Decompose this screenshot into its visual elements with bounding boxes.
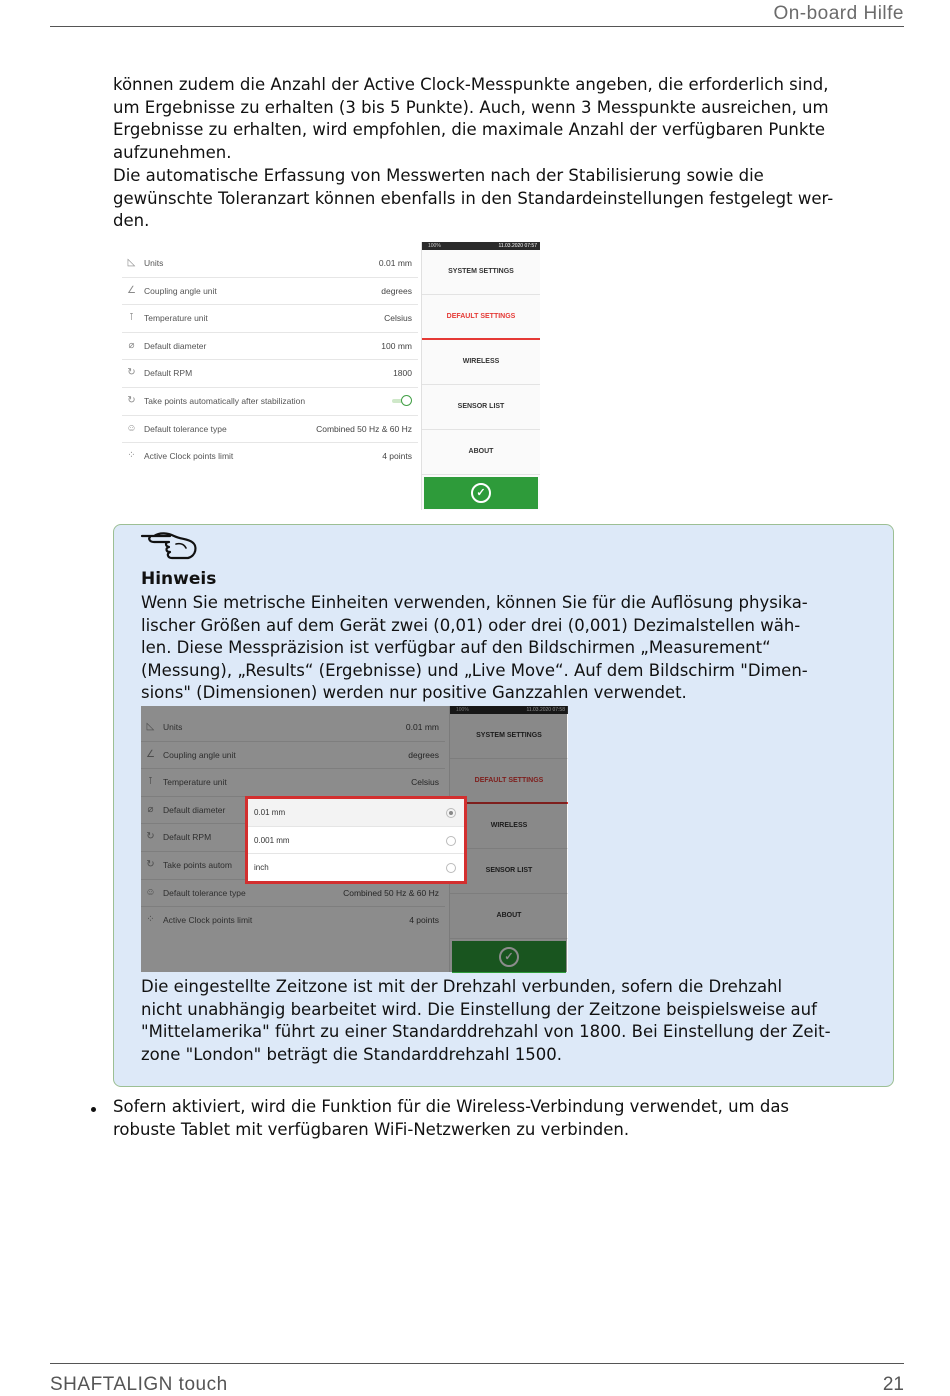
settings-label: Default RPM [144,368,193,379]
footer-product-name: SHAFTALIGN touch [50,1374,228,1395]
default-settings-screenshot [122,242,540,510]
settings-menu [421,242,540,510]
settings-label: Default RPM [163,832,212,843]
settings-label: Coupling angle unit [163,749,236,760]
battery-level: 100% [456,707,469,713]
text-line: (Messung), „Results“ (Ergebnisse) und „Live Move“. Auf dem Bildschirm "Dimen- [141,660,808,680]
battery-level: 100% [428,243,441,249]
text-line: aufzunehmen. [113,142,232,162]
settings-value: Combined 50 Hz & 60 Hz [343,887,439,898]
angle-icon: ∠ [146,748,155,760]
unit-option-label: inch [254,863,269,873]
settings-row-rpm [122,360,418,388]
text-line: nicht unabhängig bearbeitet wird. Die Einstellung der Zeitzone beispielsweise auf [141,999,817,1019]
text-line: robuste Tablet mit verfügbaren WiFi-Netzwerken zu verbinden. [113,1119,630,1139]
settings-label: Active Clock points limit [163,915,253,926]
rpm-icon: ↻ [146,831,155,843]
status-date: 11.03.2020 [526,707,552,713]
active-clock-icon: ⁘ [146,914,155,926]
settings-value: 0.01 mm [405,722,439,732]
text-line: Die eingestellte Zeitzone ist mit der Drehzahl verbunden, sofern die Drehzahl [141,977,783,996]
text-line: zone "London" beträgt die Standarddrehzahl 1500. [141,1044,563,1064]
angle-icon: ∠ [127,284,136,296]
settings-label: Default diameter [144,340,207,351]
checkmark-icon: ✓ [471,483,491,503]
settings-list [122,250,418,470]
settings-row-active-clock [122,443,418,470]
settings-label: Default tolerance type [163,887,246,898]
status-clock: 07:58 [552,707,565,713]
settings-row-units [122,250,418,278]
settings-value: 4 points [382,451,412,462]
menu-sensor-list: SENSOR LIST [450,849,568,894]
settings-value: Combined 50 Hz & 60 Hz [316,423,412,434]
second-paragraph [113,165,888,233]
text-line: len. Diese Messpräzision ist verfügbar auf den Bildschirmen „Measurement“ [141,638,771,658]
status-bar [422,242,540,250]
pointing-hand-icon [140,530,200,562]
units-icon: ◺ [127,257,136,268]
unit-option [248,799,464,827]
settings-value: degrees [381,285,412,296]
settings-label: Default diameter [163,804,226,815]
header-title: On-board Hilfe [773,3,904,24]
status-clock: 07:57 [524,243,537,249]
header-rule [50,26,904,27]
radio-selected-icon [446,808,456,818]
settings-label: Take points autom [163,859,232,870]
tolerance-icon: ☺ [126,422,137,434]
confirm-button [424,477,538,509]
text-line: Wenn Sie metrische Einheiten verwenden, können Sie für die Auflösung physika- [141,593,808,612]
menu-default-settings: DEFAULT SETTINGS [422,295,540,340]
settings-row-tolerance [122,416,418,444]
units-popup-screenshot [141,706,567,972]
intro-paragraph [113,74,888,164]
settings-label: Coupling angle unit [144,285,217,296]
units-icon: ◺ [146,721,155,732]
settings-value: degrees [408,749,439,760]
menu-wireless: WIRELESS [422,340,540,385]
thermometer-icon: ⊺ [128,312,135,324]
settings-label: Temperature unit [144,313,208,324]
settings-row-diameter [122,333,418,361]
bullet-icon [91,1107,96,1112]
settings-value: Celsius [384,313,412,324]
thermometer-icon: ⊺ [147,776,154,788]
unit-option-label: 0.01 mm [254,808,286,817]
settings-value: Celsius [411,777,439,788]
text-line: um Ergebnisse zu erhalten (3 bis 5 Punkte). Auch, wenn 3 Messpunkte ausreichen, um [113,97,829,117]
page-number: 21 [882,1374,904,1395]
menu-default-settings: DEFAULT SETTINGS [450,759,568,804]
text-line: lischer Größen auf dem Gerät zwei (0,01) oder drei (0,001) Dezimalstellen wäh- [141,615,801,635]
settings-row-auto-points [122,388,418,416]
menu-about: ABOUT [422,430,540,475]
text-line: gewünschte Toleranzart können ebenfalls in den Standardeinstellungen festgelegt wer- [113,188,834,208]
menu-about: ABOUT [450,894,568,939]
text-line: Sofern aktiviert, wird die Funktion für die Wireless-Verbindung verwendet, um das [113,1097,790,1116]
text-line: den. [113,211,150,231]
auto-points-icon: ↻ [146,858,155,870]
menu-wireless: WIRELESS [450,804,568,849]
rpm-icon: ↻ [127,367,136,379]
menu-system-settings: SYSTEM SETTINGS [422,250,540,295]
status-date: 11.03.2020 [498,243,524,249]
settings-label: Units [144,258,164,268]
note-heading: Hinweis [141,569,217,589]
auto-points-toggle [392,395,412,406]
settings-row-temperature [122,305,418,333]
settings-value: 4 points [409,915,439,926]
text-line: Die automatische Erfassung von Messwerten nach der Stabilisierung sowie die [113,166,764,185]
radio-icon [446,863,456,873]
menu-sensor-list: SENSOR LIST [422,385,540,430]
unit-option [248,827,464,855]
diameter-icon: ⌀ [147,803,154,815]
settings-value: 100 mm [381,340,412,351]
auto-points-icon: ↻ [127,394,136,406]
settings-label: Active Clock points limit [144,451,234,462]
unit-option-label: 0.001 mm [254,835,290,845]
settings-label: Temperature unit [163,777,227,788]
active-clock-icon: ⁘ [127,450,136,462]
checkmark-icon: ✓ [499,947,519,967]
status-time [498,242,537,250]
settings-value: 1800 [393,368,412,379]
unit-option [248,854,464,881]
note-paragraph-timezone [141,976,881,1066]
settings-row-coupling-angle [122,278,418,306]
units-popup [245,796,467,884]
text-line: können zudem die Anzahl der Active Clock-Messpunkte angeben, die erforderlich sind, [113,75,829,94]
bullet-paragraph [113,1096,888,1141]
footer-rule [50,1363,904,1364]
tolerance-icon: ☺ [145,886,156,898]
text-line: sions" (Dimensionen) werden nur positive Ganzzahlen verwendet. [141,683,687,703]
radio-icon [446,836,456,846]
settings-label: Units [163,722,183,732]
diameter-icon: ⌀ [128,339,135,351]
note-paragraph-precision [141,592,881,705]
menu-system-settings: SYSTEM SETTINGS [450,714,568,759]
text-line: "Mittelamerika" führt zu einer Standarddrehzahl von 1800. Bei Einstellung der Zeit- [141,1022,831,1042]
text-line: Ergebnisse zu erhalten, wird empfohlen, die maximale Anzahl der verfügbaren Punkte [113,120,826,140]
settings-label: Take points automatically after stabilization [144,395,306,406]
settings-label: Default tolerance type [144,423,227,434]
settings-value: 0.01 mm [378,258,412,268]
